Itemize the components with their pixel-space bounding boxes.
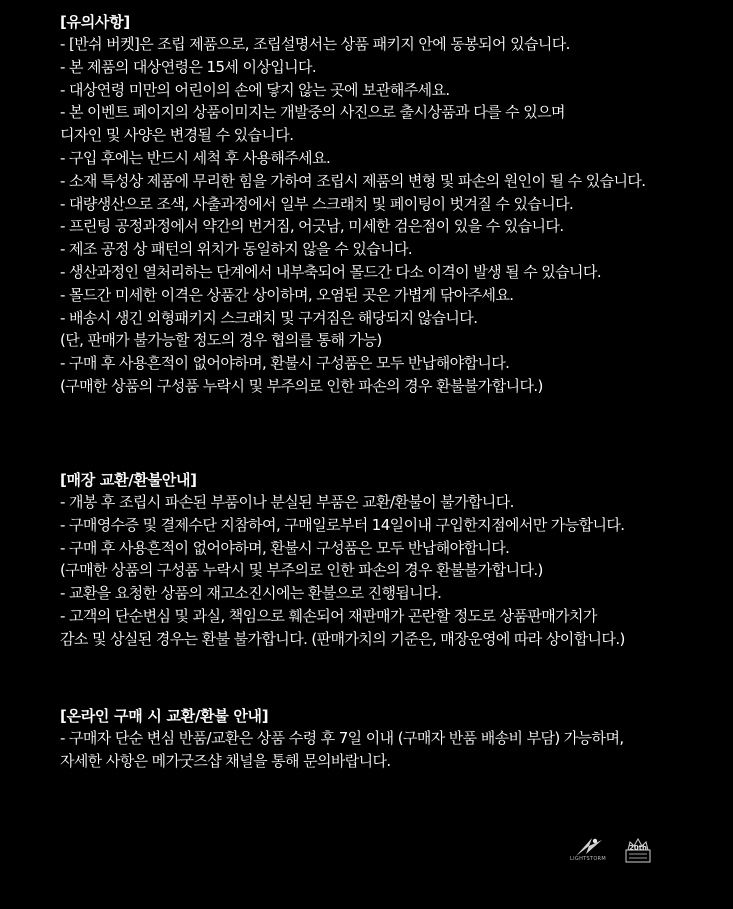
- notice-line: - 구입 후에는 반드시 세척 후 사용해주세요.: [60, 148, 331, 167]
- store-exchange-line: - 교환을 요청한 상품의 재고소진시에는 환불으로 진행됩니다.: [60, 584, 442, 603]
- studio-logos: [562, 834, 662, 870]
- notice-line: (구매한 상품의 구성품 누락시 및 부주의로 인한 파손의 경우 환불불가합니다.): [60, 376, 543, 395]
- online-exchange-section: [60, 705, 730, 773]
- notice-line: - 프린팅 공정과정에서 약간의 번거짐, 어긋남, 미세한 검은점이 있을 수 있습니다.: [60, 217, 564, 236]
- notice-line: - 몰드간 미세한 이격은 상품간 상이하며, 오염된 곳은 가볍게 닦아주세요.: [60, 285, 514, 304]
- notice-line: - 본 제품의 대상연령은 15세 이상입니다.: [60, 57, 317, 76]
- store-exchange-section: [60, 469, 730, 651]
- notice-line: - 본 이벤트 페이지의 상품이미지는 개발중의 사진으로 출시상품과 다를 수 있으며: [60, 103, 565, 122]
- notice-section: [60, 11, 730, 398]
- store-exchange-title: [매장 교환/환불안내]: [60, 471, 197, 489]
- store-exchange-line: (구매한 상품의 구성품 누락시 및 부주의로 인한 파손의 경우 환불불가합니다.): [60, 561, 543, 580]
- lightstorm-logo-text: LIGHTSTORM: [570, 856, 606, 862]
- 20th-century-studios-logo-text: 20th: [628, 844, 648, 852]
- notice-line: - [반쉬 버켓]은 조립 제품으로, 조립설명서는 상품 패키지 안에 동봉되어 있습니다.: [60, 35, 570, 53]
- 20th-century-studios-logo-icon: [624, 836, 652, 866]
- notice-line: - 생산과정인 열처리하는 단계에서 내부축되어 몰드간 다소 이격이 발생 될 수 있습니다.: [60, 262, 601, 281]
- online-exchange-line: - 구매자 단순 변심 반품/교환은 상품 수령 후 7일 이내 (구매자 반품 배송비 부담) 가능하며,: [60, 729, 624, 747]
- notice-line: - 대량생산으로 조색, 사출과정에서 일부 스크래치 및 페이팅이 벗겨질 수 있습니다.: [60, 194, 574, 213]
- store-exchange-line: 감소 및 상실된 경우는 환불 불가합니다. (판매가치의 기준은, 매장운영에 따라 상이합니다.): [60, 629, 625, 648]
- online-exchange-title: [온라인 구매 시 교환/환불 안내]: [60, 707, 269, 725]
- notice-line: (단, 판매가 불가능할 정도의 경우 협의를 통해 가능): [60, 331, 382, 350]
- notice-line: 디자인 및 사양은 변경될 수 있습니다.: [60, 126, 294, 145]
- notice-line: - 구매 후 사용흔적이 없어야하며, 환불시 구성품은 모두 반납해야합니다.: [60, 354, 510, 373]
- notice-line: - 배송시 생긴 외형패키지 스크래치 및 구겨짐은 해당되지 않습니다.: [60, 308, 478, 327]
- online-exchange-line: 자세한 사항은 메가굿즈샵 채널을 통해 문의바랍니다.: [60, 751, 391, 770]
- store-exchange-line: - 구매영수증 및 결제수단 지참하여, 구매일로부터 14일이내 구입한지점에서만 가능합니다.: [60, 515, 625, 534]
- notice-line: - 대상연령 미만의 어린이의 손에 닿지 않는 곳에 보관해주세요.: [60, 80, 450, 99]
- notice-title: [유의사항]: [60, 13, 130, 31]
- lightstorm-logo-icon: [562, 834, 614, 870]
- notice-line: - 소재 특성상 제품에 무리한 힘을 가하여 조립시 제품의 변형 및 파손의 원인이 될 수 있습니다.: [60, 171, 646, 190]
- store-exchange-line: - 고객의 단순변심 및 과실, 책임으로 훼손되어 재판매가 곤란할 정도로 상품판매가치가: [60, 606, 597, 625]
- notice-line: - 제조 공정 상 패턴의 위치가 동일하지 않을 수 있습니다.: [60, 240, 413, 259]
- store-exchange-line: - 개봉 후 조립시 파손된 부품이나 분실된 부품은 교환/환불이 불가합니다.: [60, 493, 514, 511]
- store-exchange-line: - 구매 후 사용흔적이 없어야하며, 환불시 구성품은 모두 반납해야합니다.: [60, 538, 510, 557]
